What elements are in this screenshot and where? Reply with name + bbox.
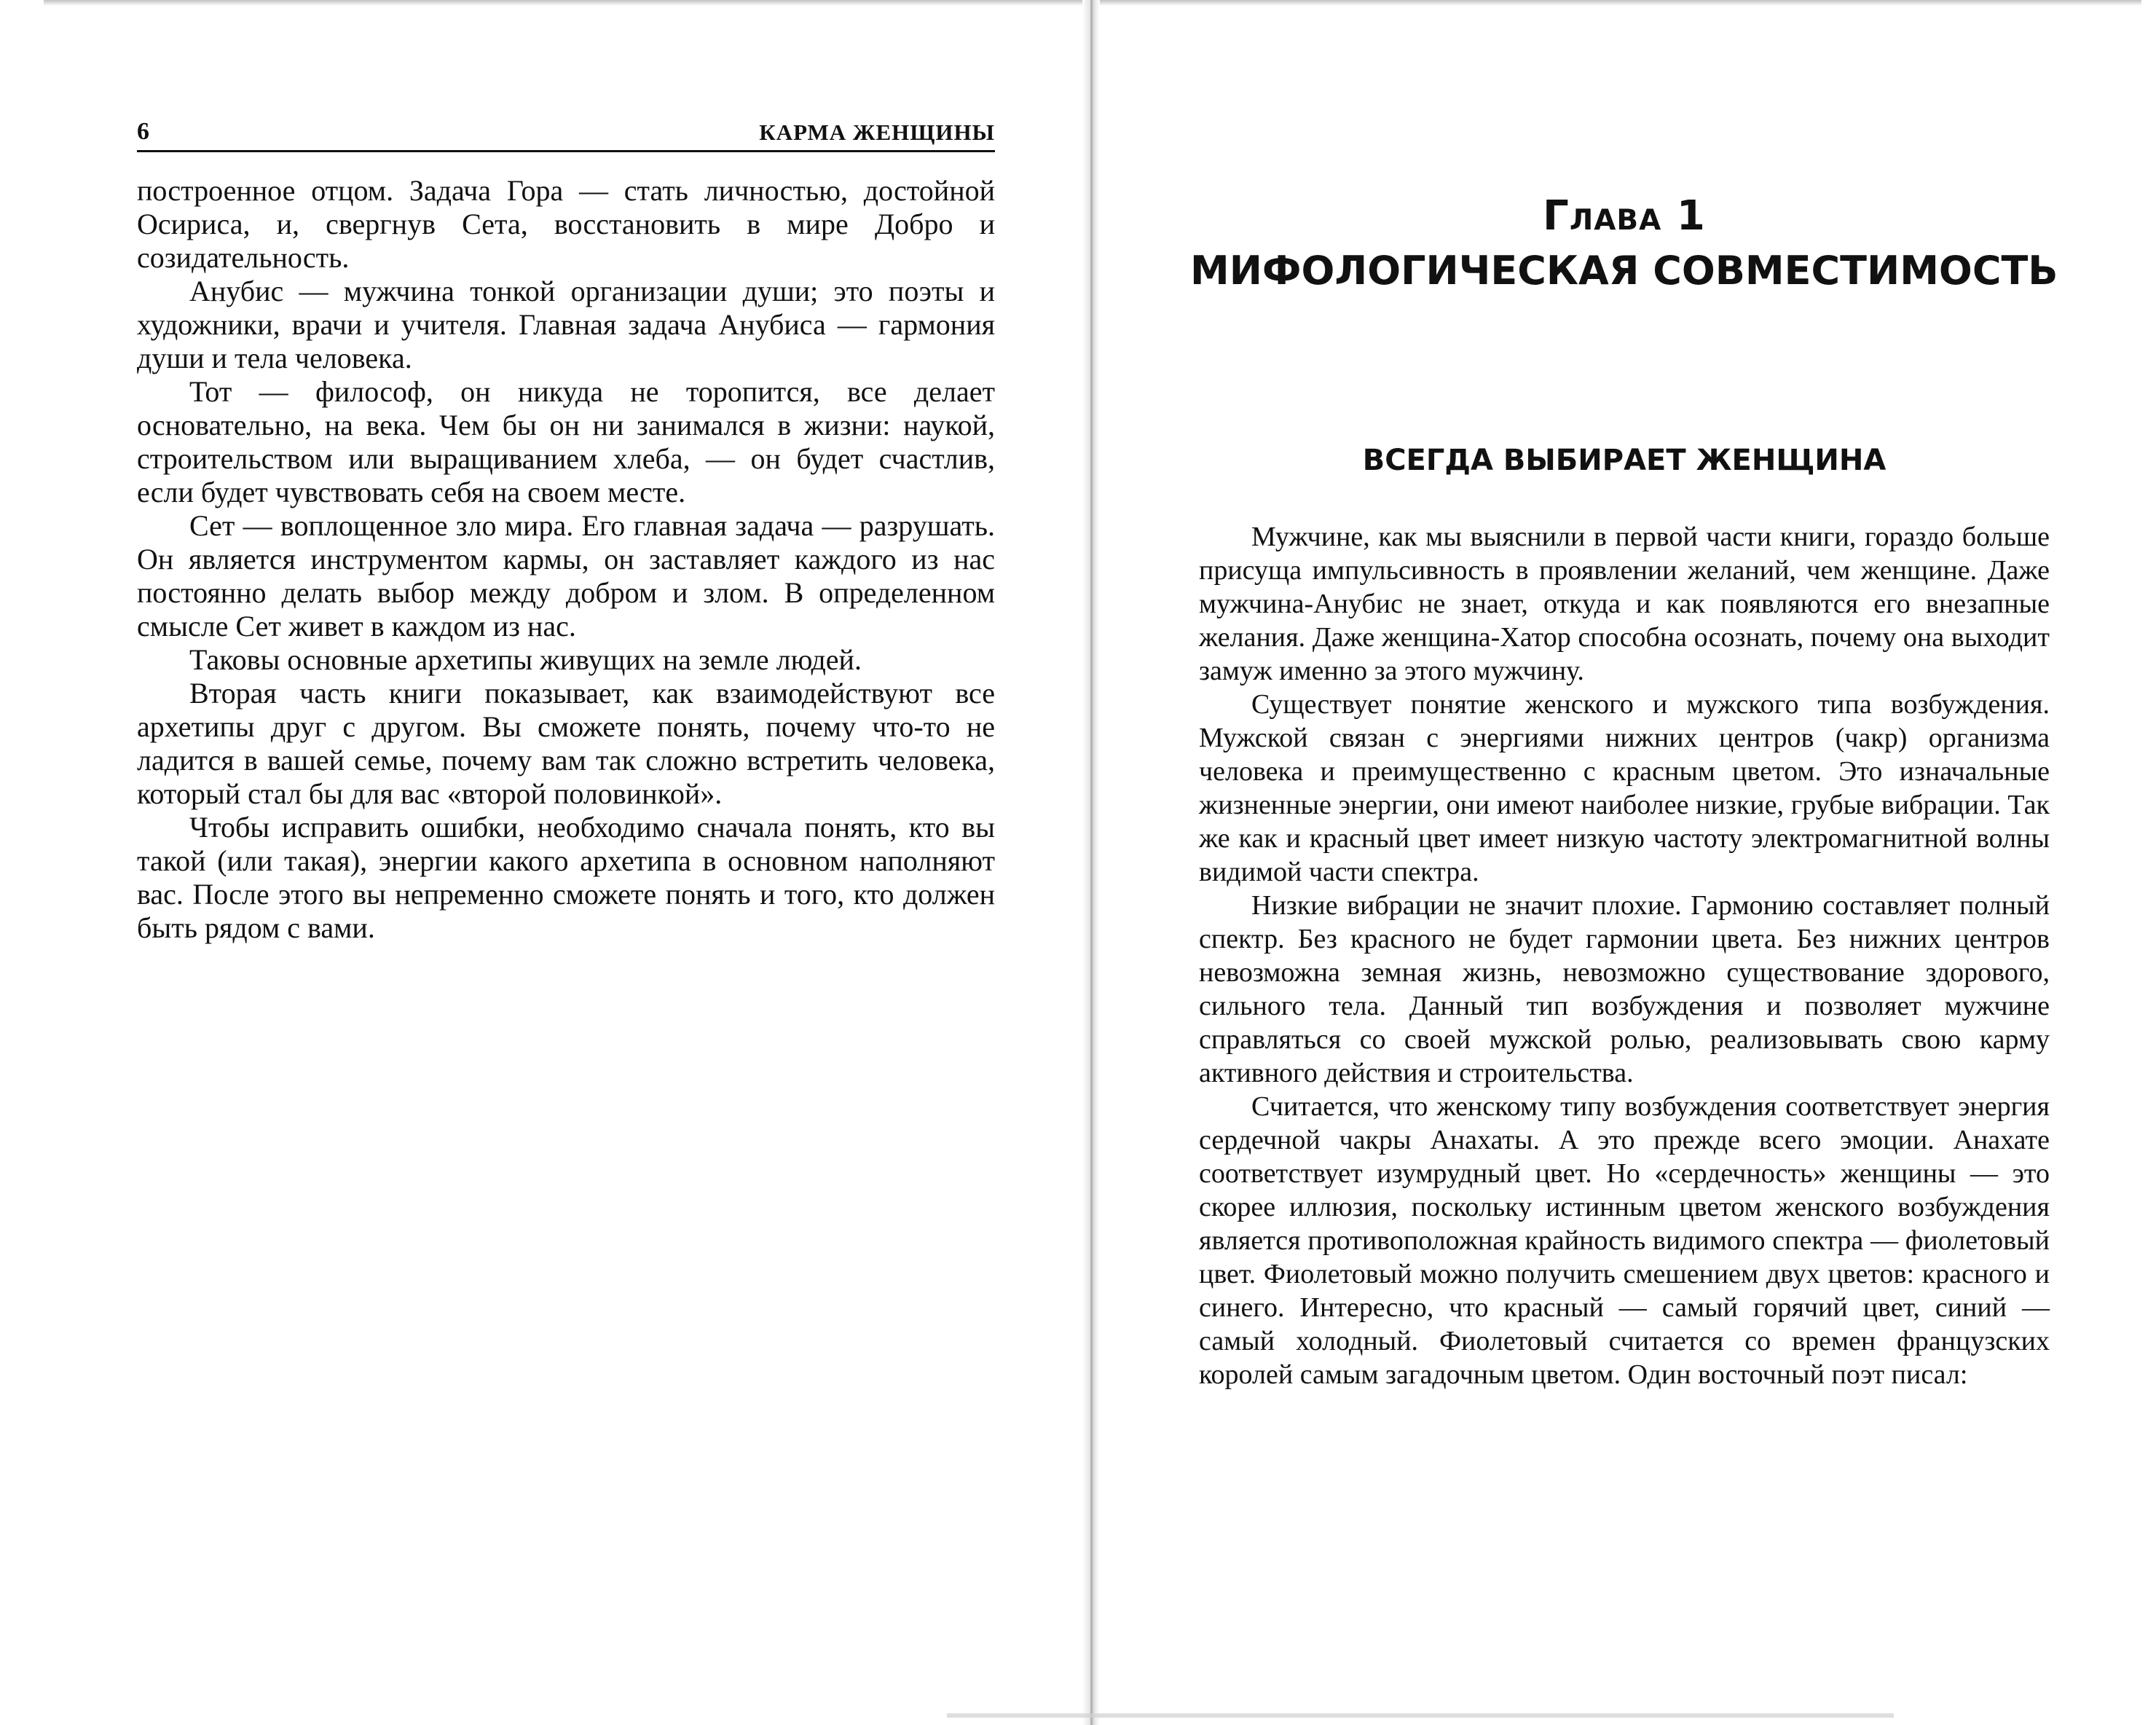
chapter-label: Глава 1 bbox=[1543, 192, 1706, 240]
left-paragraph-1: построенное отцом. Задача Гора — стать личностью, достойной Осириса, и, свергнув Сета, восстановить в мире Добро и созидательность. bbox=[137, 174, 995, 274]
right-paragraph-1: Мужчине, как мы выяснили в первой части книги, гораздо больше присуща импульсивность в проявлении желаний, чем женщине. Даже мужчина-Анубис не знает, откуда и как появляются его внезапные желания. Даже женщина-Хатор способна осознать, почему она выходит замуж именно за этого мужчину. bbox=[1199, 522, 2050, 686]
page-number: 6 bbox=[137, 118, 149, 145]
left-paragraph-4: Сет — воплощенное зло мира. Его главная задача — разрушать. Он является инструментом кармы, он заставляет каждого из нас постоянно делать выбор между добром и злом. В определенном смысле Сет живет в каждом из нас. bbox=[137, 509, 995, 643]
right-page bbox=[1190, 191, 2058, 1391]
left-paragraph-6: Вторая часть книги показывает, как взаимодействуют все архетипы друг с другом. Вы сможете понять, почему что-то не ладится в вашей семье, почему вам так сложно встретить человека, который стал бы для вас «второй половинкой». bbox=[137, 677, 995, 810]
running-head bbox=[137, 109, 995, 152]
running-title: КАРМА ЖЕНЩИНЫ bbox=[759, 119, 995, 145]
left-page-body bbox=[137, 174, 995, 945]
right-paragraph-3: Низкие вибрации не значит плохие. Гармонию составляет полный спектр. Без красного не будет гармонии цвета. Без нижних центров невозможна земная жизнь, невозможно существование здорового, сильного тела. Данный тип возбуждения и позволяет мужчине справляться со своей мужской ролью, реализовывать свою карму активного действия и строительства. bbox=[1199, 890, 2050, 1088]
section-title: ВСЕГДА ВЫБИРАЕТ ЖЕНЩИНА bbox=[1362, 444, 1886, 477]
scan-edge-bottom bbox=[947, 1713, 1894, 1718]
right-paragraph-4: Считается, что женскому типу возбуждения соответствует энергия сердечной чакры Анахаты. А это прежде всего эмоции. Анахате соответствует изумрудный цвет. Но «сердечность» женщины — это скорее иллюзия, поскольку истинным цветом женского возбуждения является противоположная крайность видимого спектра — фиолетовый цвет. Фиолетовый можно получить смешением двух цветов: красного и синего. Интересно, что красный — самый горячий цвет, синий — самый холодный. Фиолетовый считается со времен французских королей самым загадочным цветом. Один восточный поэт писал: bbox=[1199, 1091, 2050, 1390]
chapter-title: МИФОЛОГИЧЕСКАЯ СОВМЕСТИМОСТЬ bbox=[1190, 248, 2058, 294]
gutter-line bbox=[1090, 0, 1093, 1725]
right-page-body bbox=[1199, 520, 2050, 1391]
left-page bbox=[137, 109, 995, 945]
left-paragraph-7: Чтобы исправить ошибки, необходимо сначала понять, кто вы такой (или такая), энергии какого архетипа в основном наполняют вас. После этого вы непременно сможете понять и того, кто должен быть рядом с вами. bbox=[137, 811, 995, 944]
right-paragraph-2: Существует понятие женского и мужского типа возбуждения. Мужской связан с энергиями нижних центров (чакр) организма человека и преимущественно с красным цветом. Это изначальные жизненные энергии, они имеют наиболее низкие, грубые вибрации. Так же как и красный цвет имеет низкую частоту электромагнитной волны видимой части спектра. bbox=[1199, 689, 2050, 887]
left-paragraph-2: Анубис — мужчина тонкой организации души; это поэты и художники, врачи и учителя. Главная задача Анубиса — гармония души и тела человека. bbox=[137, 275, 995, 374]
left-paragraph-3: Тот — философ, он никуда не торопится, все делает основательно, на века. Чем бы он ни занимался в жизни: наукой, строительством или выращиванием хлеба, — он будет счастлив, если будет чувствовать себя на своем месте. bbox=[137, 375, 995, 508]
left-paragraph-5: Таковы основные архетипы живущих на земле людей. bbox=[189, 643, 862, 676]
